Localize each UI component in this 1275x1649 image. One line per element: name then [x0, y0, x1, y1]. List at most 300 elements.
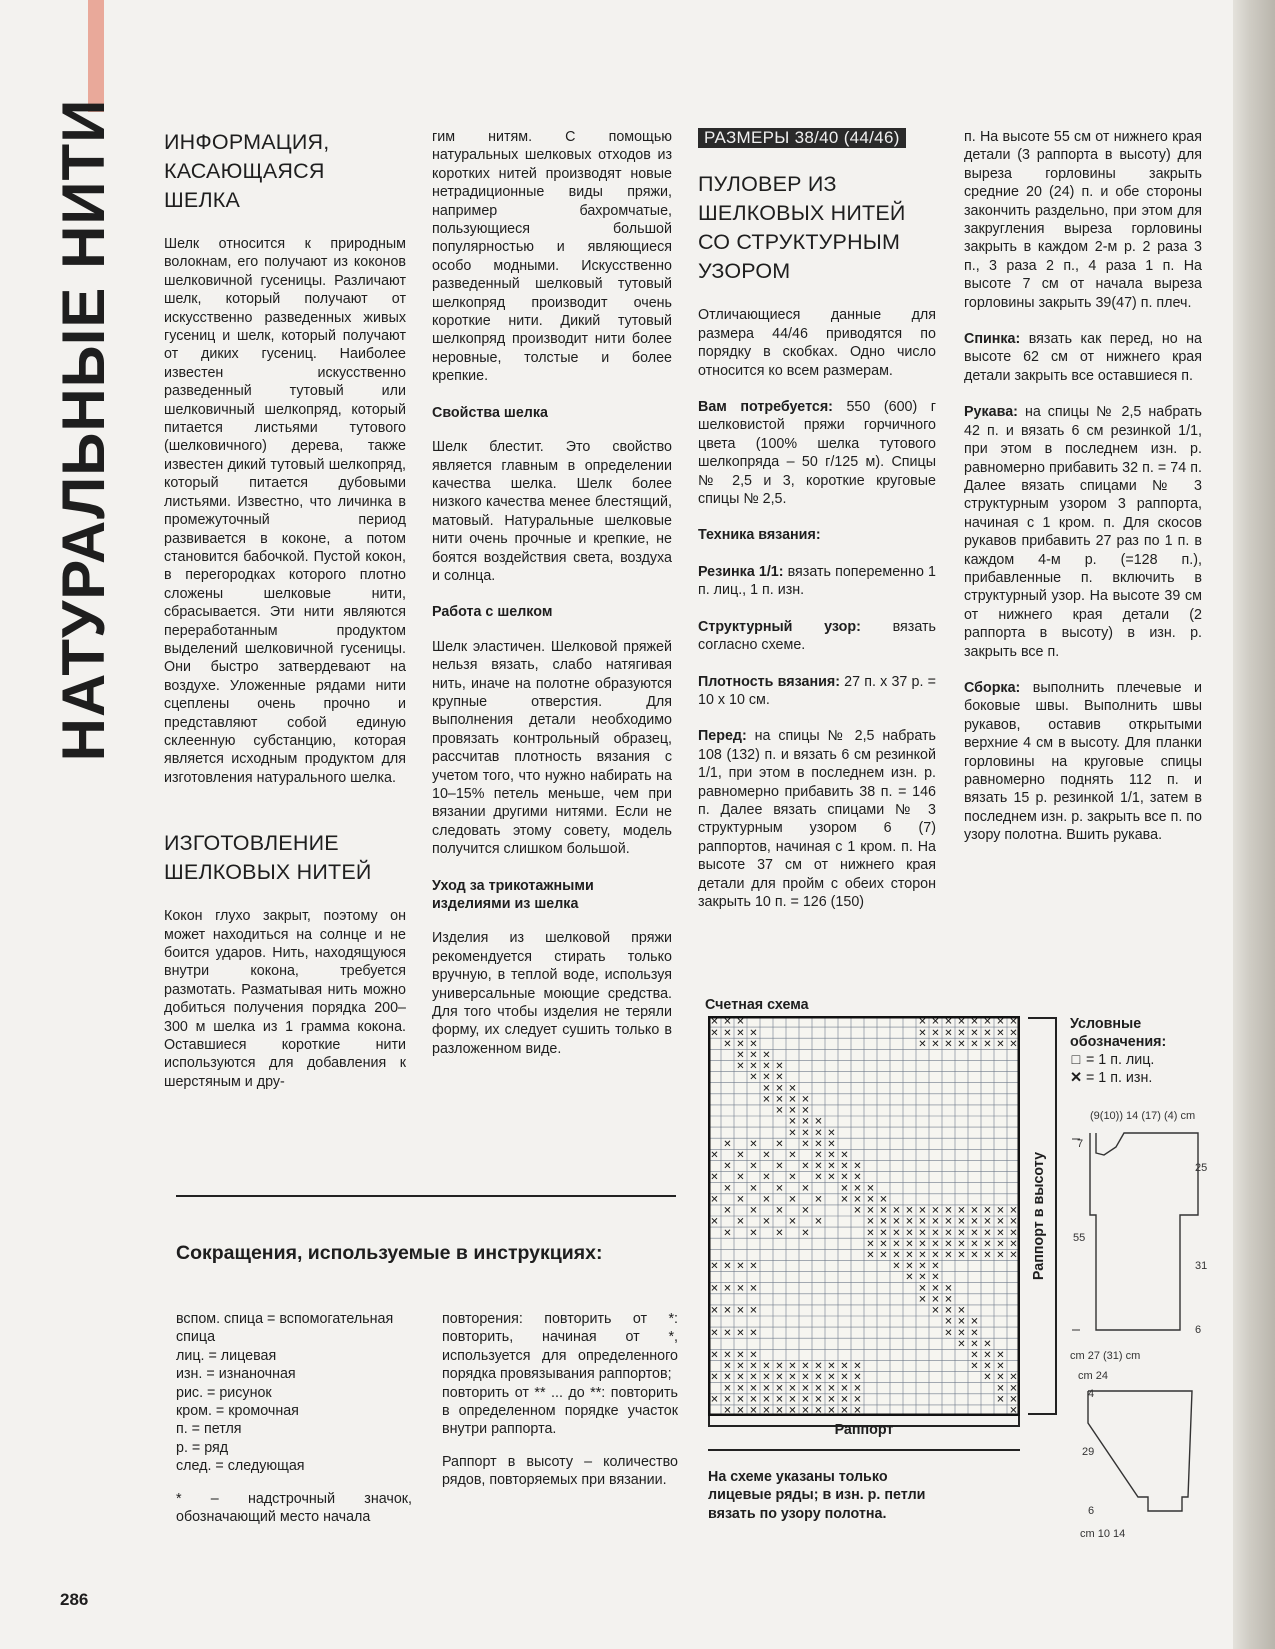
- chart-cell-cross-icon: ✕: [749, 1038, 758, 1050]
- front-height-6: 6: [1195, 1324, 1202, 1336]
- chart-cell-cross-icon: ✕: [710, 1283, 719, 1295]
- chart-title: Счетная схема: [705, 997, 809, 1013]
- chart-cell-cross-icon: ✕: [762, 1083, 771, 1095]
- chart-cell-cross-icon: ✕: [814, 1172, 823, 1184]
- chart-cell-cross-icon: ✕: [983, 1227, 992, 1239]
- label-assembly: Сборка:: [964, 679, 1021, 696]
- chart-cell-cross-icon: ✕: [996, 1216, 1005, 1228]
- chart-cell-cross-icon: ✕: [918, 1294, 927, 1306]
- chart-cell-cross-icon: ✕: [775, 1105, 784, 1117]
- chart-cell-cross-icon: ✕: [736, 1361, 745, 1373]
- chart-cell-cross-icon: ✕: [775, 1361, 784, 1373]
- chart-cell-cross-icon: ✕: [957, 1338, 966, 1350]
- chart-cell-cross-icon: ✕: [1009, 1394, 1018, 1406]
- chart-cell-cross-icon: ✕: [788, 1083, 797, 1095]
- chart-cell-cross-icon: ✕: [931, 1305, 940, 1317]
- chart-cell-cross-icon: ✕: [801, 1227, 810, 1239]
- chart-cell-cross-icon: ✕: [957, 1038, 966, 1050]
- chart-cell-cross-icon: ✕: [710, 1016, 719, 1028]
- chart-cell-cross-icon: ✕: [788, 1172, 797, 1184]
- chart-cell-cross-icon: ✕: [1009, 1405, 1018, 1416]
- chart-cell-cross-icon: ✕: [996, 1383, 1005, 1395]
- chart-cell-cross-icon: ✕: [931, 1238, 940, 1250]
- sleeve-height-6: 6: [1088, 1505, 1095, 1517]
- chart-cell-cross-icon: ✕: [970, 1216, 979, 1228]
- text-back: вязать как перед, но на высоте 62 см от нижнего края детали закрыть все оставшиеся п.: [964, 331, 1202, 384]
- chart-cell-cross-icon: ✕: [944, 1027, 953, 1039]
- chart-cell-cross-icon: ✕: [840, 1194, 849, 1206]
- chart-cell-cross-icon: ✕: [840, 1372, 849, 1384]
- label-rib: Резинка 1/1:: [698, 563, 784, 580]
- column-2: [432, 128, 672, 1076]
- chart-cell-cross-icon: ✕: [788, 1094, 797, 1106]
- chart-cell-cross-icon: ✕: [723, 1027, 732, 1039]
- chart-cell-cross-icon: ✕: [723, 1161, 732, 1173]
- abbr-item: кром. = кромочная: [176, 1403, 299, 1420]
- chart-cell-cross-icon: ✕: [749, 1072, 758, 1084]
- chart-cell-cross-icon: ✕: [918, 1238, 927, 1250]
- chart-cell-cross-icon: ✕: [762, 1394, 771, 1406]
- chart-cell-cross-icon: ✕: [853, 1183, 862, 1195]
- chart-cell-cross-icon: ✕: [853, 1172, 862, 1184]
- chart-cell-cross-icon: ✕: [710, 1150, 719, 1161]
- chart-cell-cross-icon: ✕: [749, 1305, 758, 1317]
- chart-cell-cross-icon: ✕: [840, 1161, 849, 1173]
- abbr-item: р. = ряд: [176, 1439, 229, 1456]
- chart-cell-cross-icon: ✕: [866, 1194, 875, 1206]
- chart-cell-cross-icon: ✕: [931, 1283, 940, 1295]
- chart-cell-cross-icon: ✕: [983, 1216, 992, 1228]
- chart-cell-cross-icon: ✕: [710, 1216, 719, 1228]
- para-silk-properties: Шелк блестит. Это свойство является главным в определении качества шелка. Шелк более низкого качества менее блестящий, матовый. Натуральные шелковые нити очень прочные и крепкие, не боятся воздействия света, воздуха и солнца.: [432, 439, 672, 584]
- chart-cell-cross-icon: ✕: [892, 1216, 901, 1228]
- rapport-width-label: Раппорт: [834, 1422, 894, 1438]
- chart-cell-cross-icon: ✕: [736, 1261, 745, 1273]
- heading-silk-info: ИНФОРМАЦИЯ, КАСАЮЩАЯСЯ ШЕЛКА: [164, 130, 330, 212]
- chart-cell-cross-icon: ✕: [853, 1394, 862, 1406]
- chart-cell-cross-icon: ✕: [944, 1205, 953, 1217]
- chart-cell-cross-icon: ✕: [931, 1027, 940, 1039]
- chart-cell-cross-icon: ✕: [970, 1361, 979, 1373]
- sizes-badge: РАЗМЕРЫ 38/40 (44/46): [698, 128, 906, 148]
- chart-cell-cross-icon: ✕: [918, 1283, 927, 1295]
- chart-cell-cross-icon: ✕: [736, 1305, 745, 1317]
- chart-cell-cross-icon: ✕: [775, 1138, 784, 1150]
- chart-cell-cross-icon: ✕: [762, 1172, 771, 1184]
- chart-cell-cross-icon: ✕: [996, 1238, 1005, 1250]
- chart-cell-cross-icon: ✕: [1009, 1038, 1018, 1050]
- chart-cell-cross-icon: ✕: [736, 1372, 745, 1384]
- chart-cell-cross-icon: ✕: [983, 1250, 992, 1261]
- chart-cell-cross-icon: ✕: [905, 1250, 914, 1261]
- chart-cell-cross-icon: ✕: [983, 1338, 992, 1350]
- chart-cell-cross-icon: ✕: [879, 1216, 888, 1228]
- chart-cell-cross-icon: ✕: [996, 1205, 1005, 1217]
- chart-cell-cross-icon: ✕: [814, 1127, 823, 1139]
- chart-cell-cross-icon: ✕: [788, 1105, 797, 1117]
- chart-cell-cross-icon: ✕: [723, 1183, 732, 1195]
- chart-cell-cross-icon: ✕: [879, 1194, 888, 1206]
- chart-cell-cross-icon: ✕: [879, 1205, 888, 1217]
- chart-cell-cross-icon: ✕: [814, 1394, 823, 1406]
- chart-cell-cross-icon: ✕: [866, 1238, 875, 1250]
- chart-cell-cross-icon: ✕: [710, 1394, 719, 1406]
- chart-cell-cross-icon: ✕: [710, 1350, 719, 1361]
- chart-cell-cross-icon: ✕: [840, 1183, 849, 1195]
- column-3: [698, 128, 936, 929]
- chart-cell-cross-icon: ✕: [840, 1150, 849, 1161]
- chart-cell-cross-icon: ✕: [749, 1261, 758, 1273]
- chart-cell-cross-icon: ✕: [983, 1361, 992, 1373]
- chart-cell-cross-icon: ✕: [775, 1405, 784, 1416]
- chart-cell-cross-icon: ✕: [814, 1194, 823, 1206]
- chart-cell-cross-icon: ✕: [814, 1372, 823, 1384]
- chart-cell-cross-icon: ✕: [905, 1227, 914, 1239]
- chart-cell-cross-icon: ✕: [749, 1161, 758, 1173]
- text-rib: вязать попеременно 1 п. лиц., 1 п. изн.: [698, 563, 936, 599]
- subheading-silk-care: Уход за трикотажными изделиями из шелка: [432, 877, 594, 913]
- chart-cell-cross-icon: ✕: [905, 1205, 914, 1217]
- para-materials: [698, 398, 936, 508]
- chart-cell-cross-icon: ✕: [957, 1205, 966, 1217]
- chart-cell-cross-icon: ✕: [944, 1227, 953, 1239]
- label-back: Спинка:: [964, 331, 1021, 348]
- chart-cell-cross-icon: ✕: [983, 1016, 992, 1028]
- chart-cell-cross-icon: ✕: [996, 1372, 1005, 1384]
- chart-cell-cross-icon: ✕: [840, 1361, 849, 1373]
- chart-cell-cross-icon: ✕: [762, 1361, 771, 1373]
- legend-item-knit: [1070, 1051, 1200, 1069]
- chart-cell-cross-icon: ✕: [801, 1127, 810, 1139]
- chart-cell-cross-icon: ✕: [970, 1250, 979, 1261]
- legend-title: Условные обозначения:: [1070, 1016, 1167, 1050]
- chart-cell-cross-icon: ✕: [996, 1361, 1005, 1373]
- chart-cell-cross-icon: ✕: [905, 1238, 914, 1250]
- front-height-7: 7: [1077, 1138, 1084, 1150]
- chart-cell-cross-icon: ✕: [814, 1116, 823, 1128]
- chart-cell-cross-icon: ✕: [879, 1250, 888, 1261]
- chart-cell-cross-icon: ✕: [853, 1361, 862, 1373]
- chart-cell-cross-icon: ✕: [970, 1327, 979, 1339]
- chart-cell-cross-icon: ✕: [931, 1294, 940, 1306]
- chart-cell-cross-icon: ✕: [749, 1327, 758, 1339]
- chart-cell-cross-icon: ✕: [762, 1372, 771, 1384]
- chart-cell-cross-icon: ✕: [762, 1150, 771, 1161]
- label-sleeves: Рукава:: [964, 404, 1018, 421]
- text-pattern: вязать согласно схеме.: [698, 618, 936, 654]
- empty-square-icon: □: [1071, 1052, 1081, 1068]
- chart-cell-cross-icon: ✕: [788, 1383, 797, 1395]
- abbr-item: лиц. = лицевая: [176, 1347, 277, 1364]
- chart-cell-cross-icon: ✕: [775, 1227, 784, 1239]
- chart-cell-cross-icon: ✕: [944, 1016, 953, 1028]
- chart-cell-cross-icon: ✕: [736, 1216, 745, 1228]
- chart-cell-cross-icon: ✕: [931, 1016, 940, 1028]
- chart-cell-cross-icon: ✕: [983, 1350, 992, 1361]
- chart-cell-cross-icon: ✕: [775, 1183, 784, 1195]
- chart-cell-cross-icon: ✕: [970, 1350, 979, 1361]
- chart-cell-cross-icon: ✕: [749, 1061, 758, 1073]
- para-front-continued: п. На высоте 55 см от нижнего края детали (3 раппорта в высоту) для выреза горловины закрыть средние 20 (24) п. и обе стороны закончить раздельно, при этом для закругления выреза горловины закрыть в каждом 2-м р. 2 раза 3 п., 3 раза 2 п., 4 раза 1 п. На высоте 7 см от начала выреза горловины закрыть 39(47) п. плеч.: [964, 129, 1202, 311]
- chart-cell-cross-icon: ✕: [918, 1205, 927, 1217]
- chart-cell-cross-icon: ✕: [801, 1116, 810, 1128]
- abbr-item: изн. = изнаночная: [176, 1366, 296, 1383]
- chart-cell-cross-icon: ✕: [736, 1283, 745, 1295]
- sleeve-height-4: 4: [1088, 1388, 1095, 1400]
- chart-cell-cross-icon: ✕: [710, 1027, 719, 1039]
- chart-cell-cross-icon: ✕: [749, 1283, 758, 1295]
- chart-cell-cross-icon: ✕: [762, 1094, 771, 1106]
- chart-cell-cross-icon: ✕: [749, 1350, 758, 1361]
- chart-cell-cross-icon: ✕: [788, 1150, 797, 1161]
- label-pattern: Структурный узор:: [698, 618, 861, 635]
- subheading-working-with-silk: Работа с шелком: [432, 604, 553, 621]
- front-height-55: 55: [1073, 1232, 1086, 1244]
- chart-cell-cross-icon: ✕: [944, 1305, 953, 1317]
- chart-cell-cross-icon: ✕: [905, 1272, 914, 1284]
- abbr-rapport-note: Раппорт в высоту – количество рядов, повторяемых при вязании.: [442, 1453, 678, 1489]
- chart-cell-cross-icon: ✕: [1009, 1372, 1018, 1384]
- abbr-repeat-inner-note: повторить от ** ... до **: повторить в определенном порядке участок внутри раппорта.: [442, 1384, 678, 1438]
- chart-cell-cross-icon: ✕: [801, 1205, 810, 1217]
- para-working-with-silk: Шелк эластичен. Шелковой пряжей нельзя вязать, слабо натягивая нить, иначе на полотне образуются крупные отверстия. Для выполнения детали необходимо провязать контрольный образец, рассчитав плотность вязания с учетом того, что нужно набирать на 10–15% петель меньше, чем при вязании другими нитями. Если не следовать этому совету, модель получится слишком большой.: [432, 638, 672, 858]
- chart-cell-cross-icon: ✕: [723, 1350, 732, 1361]
- rapport-underline: [708, 1448, 1020, 1452]
- para-back: [964, 330, 1202, 385]
- chart-cell-cross-icon: ✕: [1009, 1216, 1018, 1228]
- chart-cell-cross-icon: ✕: [970, 1338, 979, 1350]
- chart-cell-cross-icon: ✕: [970, 1238, 979, 1250]
- chart-cell-cross-icon: ✕: [892, 1205, 901, 1217]
- chart-cell-cross-icon: ✕: [840, 1405, 849, 1416]
- chart-cell-cross-icon: ✕: [736, 1172, 745, 1184]
- chart-cell-cross-icon: ✕: [801, 1361, 810, 1373]
- chart-cell-cross-icon: ✕: [957, 1305, 966, 1317]
- chart-cell-cross-icon: ✕: [892, 1238, 901, 1250]
- text-sleeves: на спицы № 2,5 набрать 42 п. и вязать 6 см резинкой 1/1, при этом в последнем изн. р. равномерно прибавить 32 п. = 74 п. Далее вязать спицами № 3 структурным узором 3 раппорта, начиная с 1 кром. п. Для скосов рукавов прибавить 27 раз по 1 п. в каждом 4-м р. (=128 п.), прибавленные п. включить в структурный узор. На высоте 39 см от нижнего края детали (2 раппорта в высоту) в изн. р. закрыть все п.: [964, 404, 1202, 660]
- chart-cell-cross-icon: ✕: [749, 1183, 758, 1195]
- chart-cell-cross-icon: ✕: [957, 1238, 966, 1250]
- chart-cell-cross-icon: ✕: [827, 1150, 836, 1161]
- chart-cell-cross-icon: ✕: [723, 1205, 732, 1217]
- legend-text-knit: = 1 п. лиц.: [1085, 1052, 1155, 1068]
- chart-cell-cross-icon: ✕: [918, 1261, 927, 1273]
- chart-legend: [1070, 1015, 1200, 1087]
- chart-cell-cross-icon: ✕: [827, 1394, 836, 1406]
- chart-cell-cross-icon: ✕: [749, 1394, 758, 1406]
- chart-cell-cross-icon: ✕: [723, 1361, 732, 1373]
- chart-cell-cross-icon: ✕: [944, 1294, 953, 1306]
- chart-cell-cross-icon: ✕: [736, 1061, 745, 1073]
- para-assembly: [964, 679, 1202, 845]
- chart-cell-cross-icon: ✕: [762, 1405, 771, 1416]
- chart-cell-cross-icon: ✕: [866, 1205, 875, 1217]
- chart-cell-cross-icon: ✕: [775, 1161, 784, 1173]
- chart-cell-cross-icon: ✕: [814, 1383, 823, 1395]
- abbr-item: след. = следующая: [176, 1458, 305, 1475]
- chart-cell-cross-icon: ✕: [918, 1227, 927, 1239]
- chart-cell-cross-icon: ✕: [723, 1227, 732, 1239]
- chart-cell-cross-icon: ✕: [840, 1172, 849, 1184]
- chart-cell-cross-icon: ✕: [723, 1016, 732, 1028]
- chart-cell-cross-icon: ✕: [970, 1038, 979, 1050]
- chart-cell-cross-icon: ✕: [723, 1383, 732, 1395]
- chart-cell-cross-icon: ✕: [801, 1405, 810, 1416]
- chart-cell-cross-icon: ✕: [892, 1261, 901, 1273]
- chart-cell-cross-icon: ✕: [866, 1250, 875, 1261]
- chart-cell-cross-icon: ✕: [749, 1372, 758, 1384]
- chart-cell-cross-icon: ✕: [918, 1272, 927, 1284]
- chart-cell-cross-icon: ✕: [944, 1250, 953, 1261]
- chart-cell-cross-icon: ✕: [957, 1016, 966, 1028]
- chart-cell-cross-icon: ✕: [853, 1405, 862, 1416]
- chart-cell-cross-icon: ✕: [749, 1027, 758, 1039]
- abbreviations-right: [442, 1310, 678, 1490]
- page-spine-shadow: [1233, 0, 1275, 1649]
- chart-cell-cross-icon: ✕: [723, 1305, 732, 1317]
- chart-cell-cross-icon: ✕: [905, 1216, 914, 1228]
- chart-cell-cross-icon: ✕: [814, 1216, 823, 1228]
- abbreviations-left: [176, 1310, 412, 1526]
- chart-cell-cross-icon: ✕: [749, 1205, 758, 1217]
- chart-cell-cross-icon: ✕: [996, 1350, 1005, 1361]
- chart-cell-cross-icon: ✕: [788, 1372, 797, 1384]
- chart-cell-cross-icon: ✕: [723, 1138, 732, 1150]
- chart-cell-cross-icon: ✕: [775, 1394, 784, 1406]
- chart-cell-cross-icon: ✕: [788, 1394, 797, 1406]
- chart-cell-cross-icon: ✕: [1009, 1205, 1018, 1217]
- chart-cell-cross-icon: ✕: [749, 1050, 758, 1061]
- chart-cell-cross-icon: ✕: [814, 1405, 823, 1416]
- chart-cell-cross-icon: ✕: [931, 1038, 940, 1050]
- chart-cell-cross-icon: ✕: [996, 1038, 1005, 1050]
- chart-cell-cross-icon: ✕: [736, 1394, 745, 1406]
- chart-cell-cross-icon: ✕: [970, 1205, 979, 1217]
- abbr-item: рис. = рисунок: [176, 1384, 272, 1401]
- chart-cell-cross-icon: ✕: [749, 1383, 758, 1395]
- chart-cell-cross-icon: ✕: [710, 1372, 719, 1384]
- chart-cell-cross-icon: ✕: [710, 1261, 719, 1273]
- chart-cell-cross-icon: ✕: [775, 1383, 784, 1395]
- chart-cell-cross-icon: ✕: [762, 1216, 771, 1228]
- front-height-31: 31: [1195, 1260, 1208, 1272]
- chart-cell-cross-icon: ✕: [918, 1216, 927, 1228]
- chart-cell-cross-icon: ✕: [957, 1216, 966, 1228]
- chart-cell-cross-icon: ✕: [762, 1050, 771, 1061]
- chart-cell-cross-icon: ✕: [1009, 1016, 1018, 1028]
- chart-cell-cross-icon: ✕: [853, 1194, 862, 1206]
- chart-cell-cross-icon: ✕: [944, 1316, 953, 1328]
- chart-cell-cross-icon: ✕: [931, 1205, 940, 1217]
- chart-cell-cross-icon: ✕: [827, 1127, 836, 1139]
- chart-cell-cross-icon: ✕: [736, 1350, 745, 1361]
- chart-cell-cross-icon: ✕: [710, 1327, 719, 1339]
- chart-cell-cross-icon: ✕: [996, 1227, 1005, 1239]
- chart-cell-cross-icon: ✕: [801, 1383, 810, 1395]
- chart-cell-cross-icon: ✕: [983, 1238, 992, 1250]
- chart-cell-cross-icon: ✕: [788, 1116, 797, 1128]
- chart-cell-cross-icon: ✕: [853, 1372, 862, 1384]
- chart-cell-cross-icon: ✕: [1009, 1227, 1018, 1239]
- chart-cell-cross-icon: ✕: [723, 1261, 732, 1273]
- chart-cell-cross-icon: ✕: [944, 1038, 953, 1050]
- chart-cell-cross-icon: ✕: [944, 1216, 953, 1228]
- chart-cell-cross-icon: ✕: [1009, 1383, 1018, 1395]
- chart-cell-cross-icon: ✕: [1009, 1027, 1018, 1039]
- sleeve-height-29: 29: [1082, 1446, 1095, 1458]
- knitting-chart-grid: [708, 1016, 1020, 1416]
- chart-cell-cross-icon: ✕: [918, 1038, 927, 1050]
- chart-cell-cross-icon: ✕: [957, 1027, 966, 1039]
- chart-cell-cross-icon: ✕: [801, 1161, 810, 1173]
- chart-cell-cross-icon: ✕: [866, 1216, 875, 1228]
- chart-cell-cross-icon: ✕: [853, 1383, 862, 1395]
- text-front: на спицы № 2,5 набрать 108 (132) п. и вязать 6 см резинкой 1/1, при этом в последнем изн. р. равномерно прибавить 38 п. = 146 п. Далее вязать спицами № 3 структурным узором 6 (7) раппортов, начиная с 1 кром. п. На высоте 37 см от нижнего края детали для пройм с обеих сторон закрыть 10 п. = 126 (150): [698, 728, 936, 910]
- chart-cell-cross-icon: ✕: [957, 1327, 966, 1339]
- chart-cell-cross-icon: ✕: [983, 1372, 992, 1384]
- chart-cell-cross-icon: ✕: [840, 1394, 849, 1406]
- chart-cell-cross-icon: ✕: [762, 1194, 771, 1206]
- chart-cell-cross-icon: ✕: [944, 1238, 953, 1250]
- para-silk-fibers: гим нитям. С помощью натуральных шелковых отходов из коротких нитей производят новые нетрадиционные виды пряжи, например бахромчатые, пользующиеся большой популярностью и являющиеся особо модными. Искусственно разведенный шелковый тутовый шелкопряд производит очень короткие нити. Дикий тутовый шелкопряд производит нити более неровные, толстые и более крепкие.: [432, 129, 672, 385]
- heading-silk-production: ИЗГОТОВЛЕНИЕ ШЕЛКОВЫХ НИТЕЙ: [164, 831, 372, 885]
- chart-cell-cross-icon: ✕: [970, 1227, 979, 1239]
- chart-cell-cross-icon: ✕: [840, 1383, 849, 1395]
- abbreviations-title: Сокращения, используемые в инструкциях:: [176, 1242, 603, 1264]
- chart-cell-cross-icon: ✕: [788, 1405, 797, 1416]
- chart-cell-cross-icon: ✕: [788, 1194, 797, 1206]
- chart-cell-cross-icon: ✕: [736, 1327, 745, 1339]
- chart-cell-cross-icon: ✕: [970, 1316, 979, 1328]
- chart-cell-cross-icon: ✕: [983, 1027, 992, 1039]
- rapport-height-label: Раппорт в высоту: [1031, 1151, 1047, 1281]
- chart-cell-cross-icon: ✕: [918, 1027, 927, 1039]
- chart-cell-cross-icon: ✕: [996, 1394, 1005, 1406]
- chart-cell-cross-icon: ✕: [944, 1327, 953, 1339]
- chart-cell-cross-icon: ✕: [814, 1138, 823, 1150]
- label-technique: Техника вязания:: [698, 527, 821, 544]
- chart-cell-cross-icon: ✕: [996, 1027, 1005, 1039]
- chart-cell-cross-icon: ✕: [905, 1261, 914, 1273]
- chart-cell-cross-icon: ✕: [762, 1383, 771, 1395]
- chart-cell-cross-icon: ✕: [801, 1094, 810, 1106]
- para-silk-origin: Шелк относится к природным волокнам, его получают из коконов шелковичной гусеницы. Различают шелк, который получают от искусственно разведенных живых гусениц и шелк, который получают от диких гусениц. Наиболее известен искусственно разведенный тутовый или шелковичный шелкопряд, который питается листьями тутового (шелковичного) дерева, также известен дикий тутовый шелкопряд, который питается дубовыми листьями. Известно, что личинка в промежуточный период развивается в коконе, а потом становится бабочкой. Пустой кокон, в перегородках которого плотно сложены шелковые нити, сбрасывается. Эти нити являются переработанным продуктом выделений шелковичной гусеницы. Они быстро затвердевают на воздухе. Уложенные рядами нити сцеплены очень прочно и представляют собой единую склеенную субстанцию, которая является исходным продуктом для изготовления натурального шелка.: [164, 236, 406, 786]
- abbr-item: вспом. спица = вспомогательная спица: [176, 1311, 394, 1346]
- rapport-height-label-wrap: [1022, 1016, 1056, 1416]
- chart-cell-cross-icon: ✕: [801, 1183, 810, 1195]
- chart-cell-cross-icon: ✕: [814, 1161, 823, 1173]
- chart-cell-cross-icon: ✕: [892, 1227, 901, 1239]
- chart-cell-cross-icon: ✕: [775, 1205, 784, 1217]
- chart-cell-cross-icon: ✕: [879, 1238, 888, 1250]
- cross-icon: ✕: [1070, 1070, 1082, 1086]
- section-title-text: НАТУРАЛЬНЫЕ НИТИ: [50, 98, 117, 762]
- chart-cell-cross-icon: ✕: [827, 1405, 836, 1416]
- para-intro: Отличающиеся данные для размера 44/46 приводятся по порядку в скобках. Одно число относится ко всем размерам.: [698, 307, 936, 379]
- chart-cell-cross-icon: ✕: [736, 1405, 745, 1416]
- legend-text-purl: = 1 п. изн.: [1085, 1070, 1153, 1086]
- chart-cell-cross-icon: ✕: [957, 1227, 966, 1239]
- chart-cell-cross-icon: ✕: [827, 1361, 836, 1373]
- chart-cell-cross-icon: ✕: [736, 1383, 745, 1395]
- para-density: [698, 673, 936, 710]
- chart-cell-cross-icon: ✕: [775, 1083, 784, 1095]
- pattern-title: ПУЛОВЕР ИЗ ШЕЛКОВЫХ НИТЕЙ СО СТРУКТУРНЫМ УЗОРОМ: [698, 172, 906, 284]
- chart-cell-cross-icon: ✕: [931, 1272, 940, 1284]
- chart-cell-cross-icon: ✕: [723, 1394, 732, 1406]
- chart-cell-cross-icon: ✕: [775, 1072, 784, 1084]
- chart-cell-cross-icon: ✕: [788, 1361, 797, 1373]
